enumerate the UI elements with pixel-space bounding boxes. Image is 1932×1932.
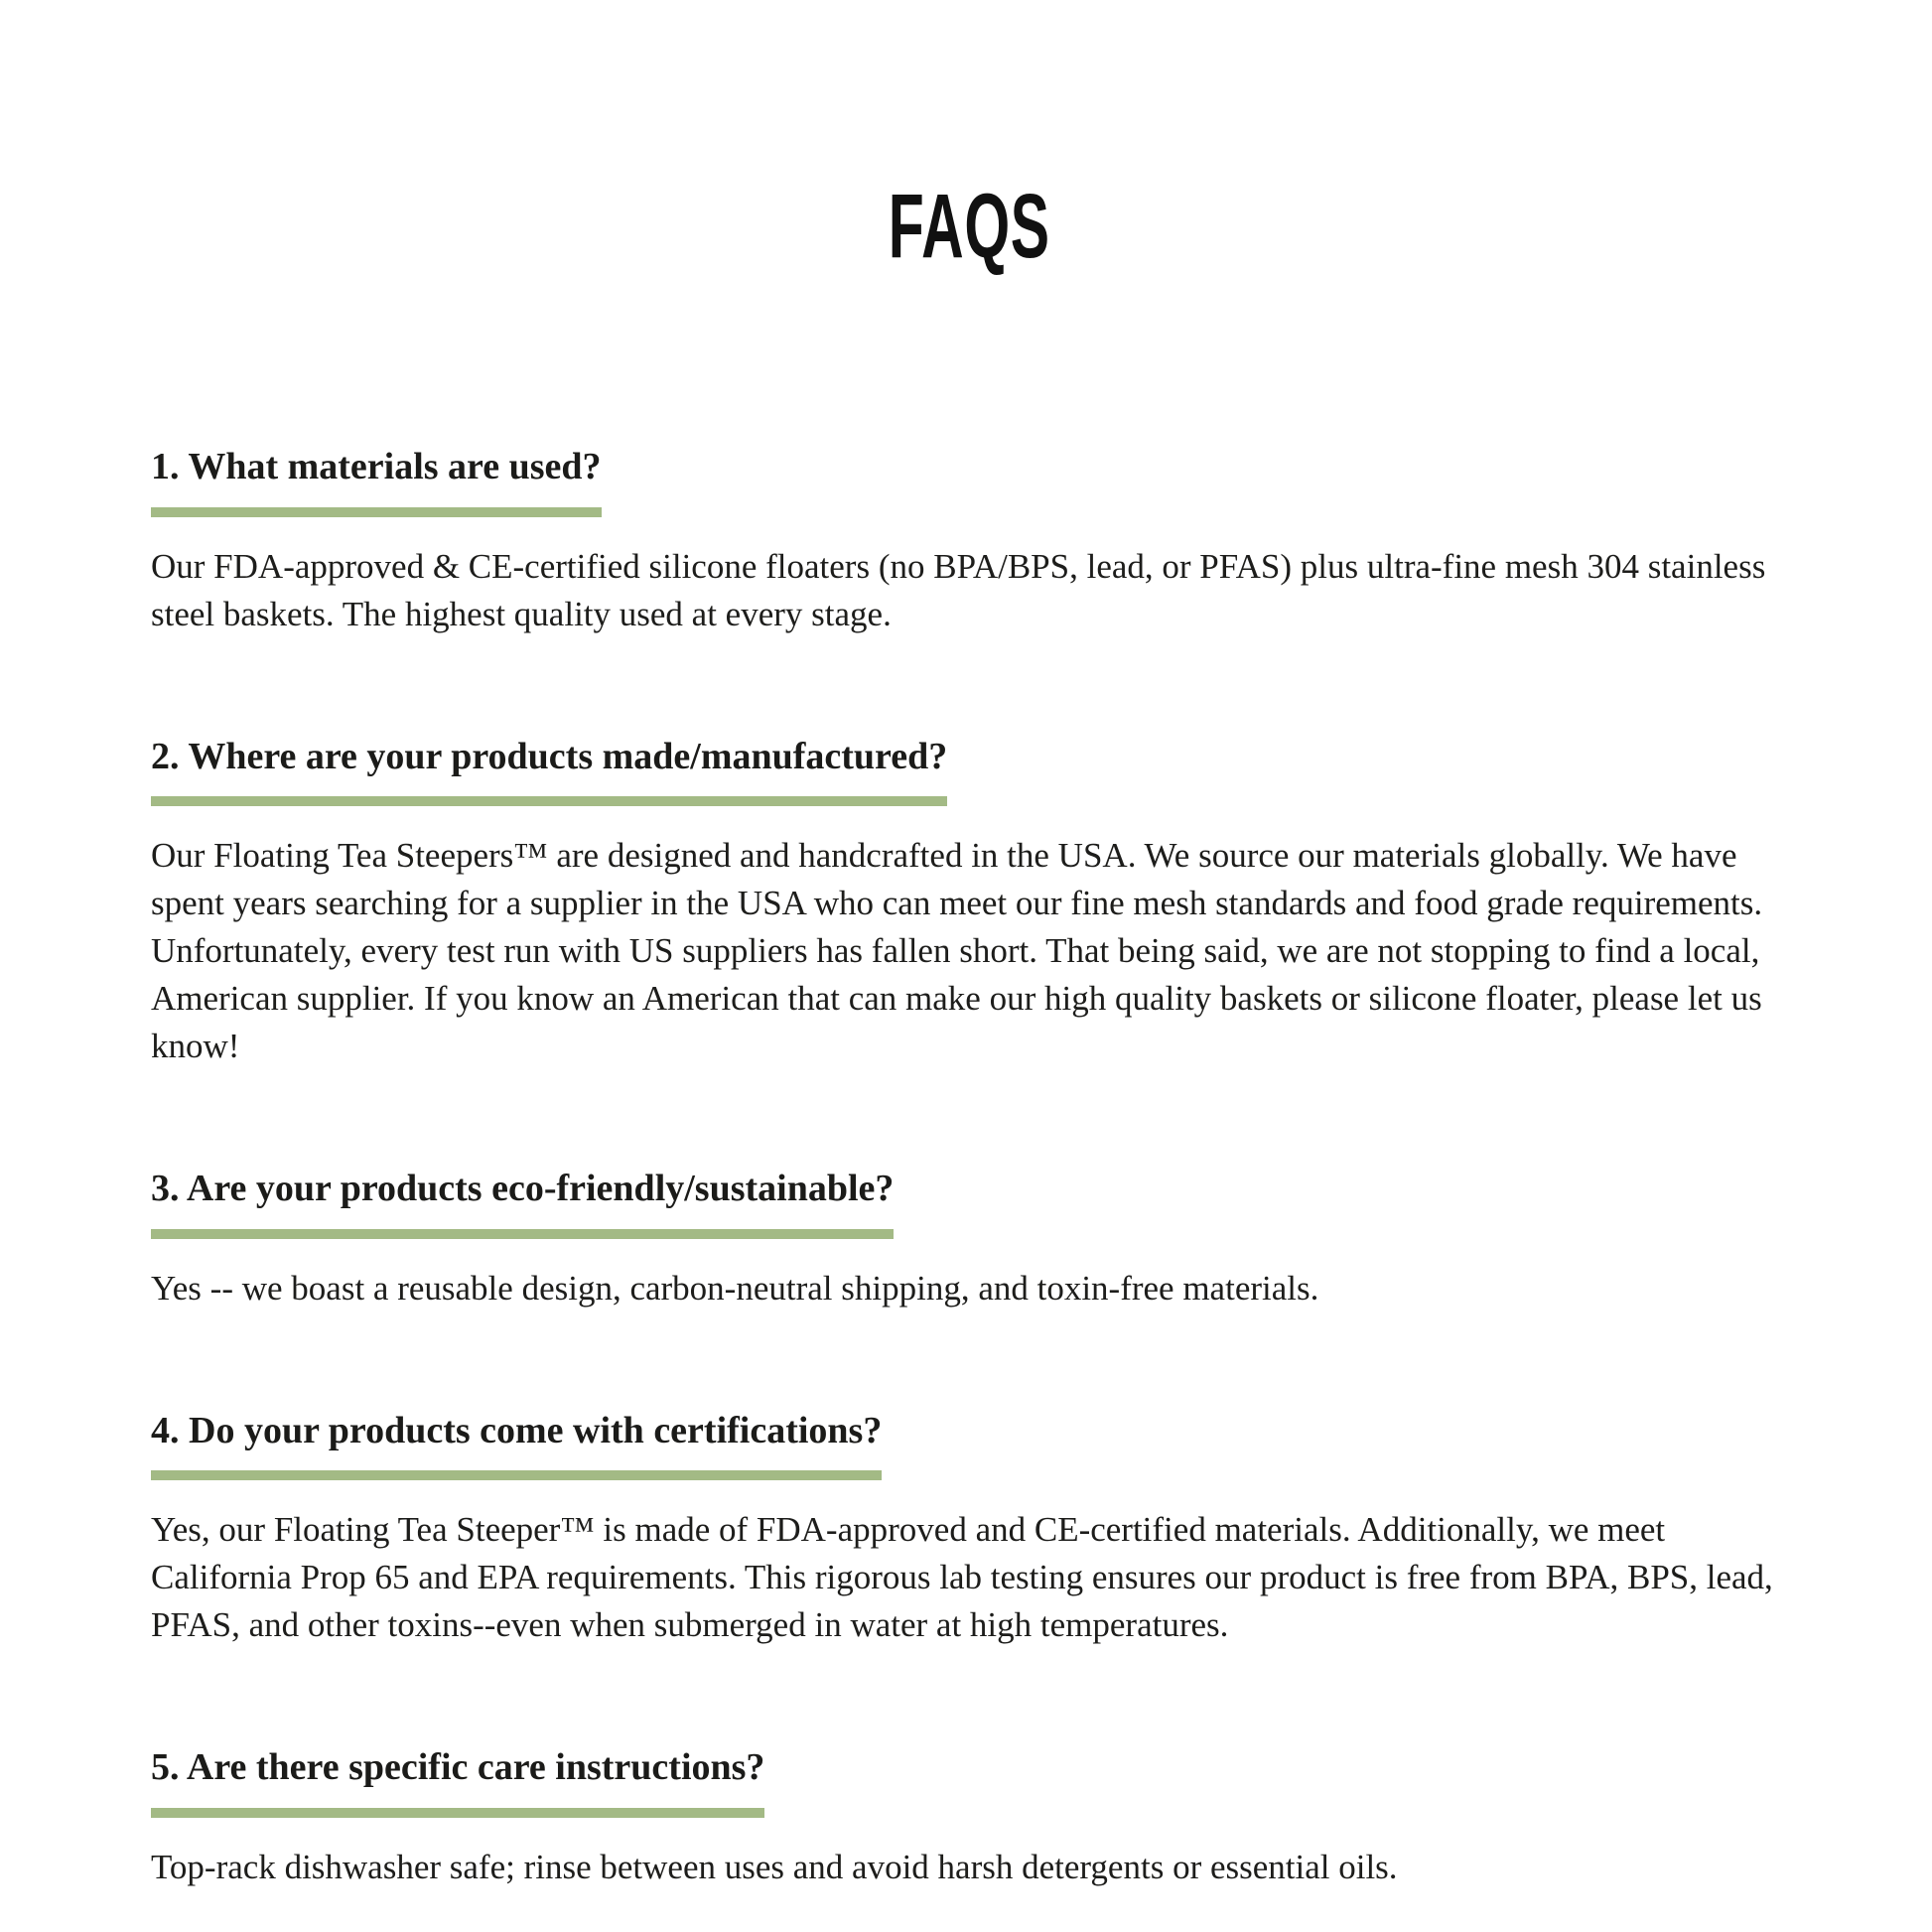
faq-answer: Our FDA-approved & CE-certified silicone floaters (no BPA/BPS, lead, or PFAS) plus ultra-fine mesh 304 stainless steel baskets. The highest quality used at every stage. [151,546,1766,633]
faq-section [151,1166,1787,1312]
faq-answer: Our Floating Tea Steepers™ are designed and handcrafted in the USA. We source our materials globally. We have spent years searching for a supplier in the USA who can meet our fine mesh standards and food grade requirements. Unfortunately, every test run with US suppliers has fallen short. That being said, we are not stopping to find a local, American supplier. If you know an American that can make our high quality baskets or silicone floater, please let us know! [151,836,1763,1066]
faq-answer: Yes, our Floating Tea Steeper™ is made of FDA-approved and CE-certified materials. Additionally, we meet California Prop 65 and EPA requirements. This rigorous lab testing ensures our product is free from BPA, BPS, lead, PFAS, and other toxins--even when submerged in water at high temperatures. [151,1510,1773,1645]
faq-question: 4. Do your products come with certifications? [151,1408,882,1481]
faq-answer: Top-rack dishwasher safe; rinse between uses and avoid harsh detergents or essential oils. [151,1847,1398,1886]
faq-answer: Yes -- we boast a reusable design, carbon-neutral shipping, and toxin-free materials. [151,1268,1319,1308]
faq-question: 5. Are there specific care instructions? [151,1744,764,1818]
faq-section [151,734,1787,1071]
page-title: FAQS [888,175,1050,277]
faq-section [151,1408,1787,1650]
faq-section [151,1744,1787,1891]
faq-question: 1. What materials are used? [151,444,602,517]
faq-section [151,444,1787,638]
faq-question: 2. Where are your products made/manufactured? [151,734,947,807]
page-header [151,119,1787,333]
faq-question: 3. Are your products eco-friendly/sustainable? [151,1166,894,1239]
